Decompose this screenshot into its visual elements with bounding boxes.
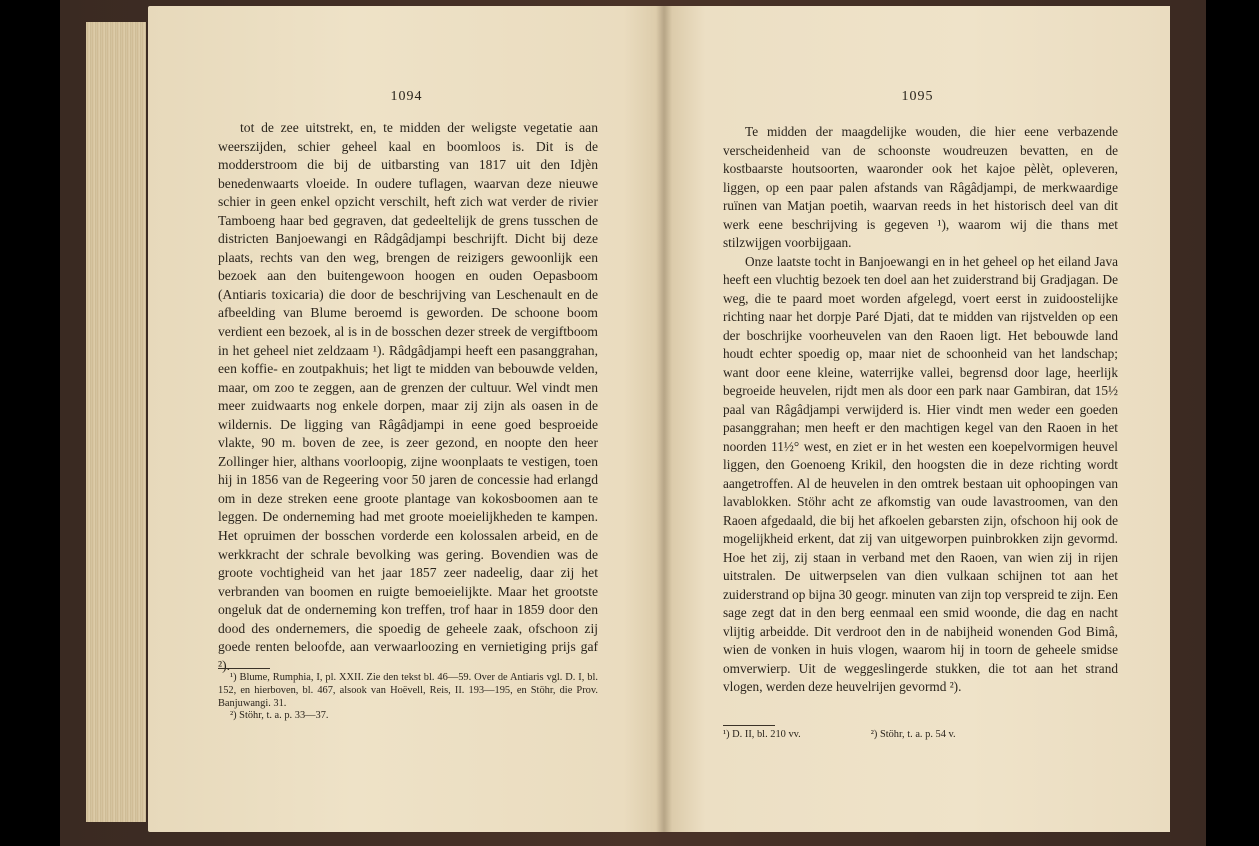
- paragraph: tot de zee uitstrekt, en, te midden der weligste vegetatie aan weerszijden, schier geheel kaal en boomloos is. Dit is de modderstroom die bij de uitbarsting van 1817 uit den Idjèn benedenwaarts vloeide. In oudere tuflagen, waarvan deze nieuwe schier in geen enkel opzicht verschilt, heft zich wat verder de rivier Tamboeng haar bed gegraven, dat gedeeltelijk de grens tusschen de districten Banjoewangi en Râdgâdjampi beschrijft. Dicht bij deze plaats, rechts van den weg, brengen de reizigers gewoonlijk een bezoek aan den buitengewoon hoogen en ouden Oepasboom (Antiaris toxicaria) die door de beschrijving van Leschenault en de afbeelding van Blume beroemd is geworden. De schoone boom verdient een bezoek, al is in de bosschen dezer streek de vergiftboom in het geheel niet zeldzaam ¹). Râdgâdjampi heeft een pasanggrahan, een koffie- en zoutpakhuis; het ligt te midden van bebouwde velden, maar, om zoo te zeggen, aan de grenzen der cultuur. Wel vindt men meer zuidwaarts nog enkele dorpen, maar zij zijn als oasen in de wildernis. De ligging van Râgâdjampi in eene goed besproeide vlakte, 90 m. boven de zee, is zeer gezond, en noopte den heer Zollinger hier, althans voorloopig, zijne woonplaats te vestigen, toen hij in 1856 van de Regeering voor 50 jaren de concessie had erlangd om in deze streken eene groote plantage van kokosboomen aan te leggen. De onderneming had met groote moeielijkheden te kampen. Het opruimen der bosschen vorderde een kolossalen arbeid, en de werkkracht der schrale bevolking was gering. Bovendien was de groote vochtigheid van het jaar 1857 zeer nadeelig, daar zij het verbranden van boomen en ruigte bemoeielijkte. Maar het grootste ongeluk dat de onderneming kon treffen, trof haar in 1859 door den dood des ondernemers, die spoedig de geheele zaak, ofschoon zij goede renten beloofde, aan verwaarloozing en vernietiging prijs gaf ²).: [218, 120, 598, 673]
- body-text: [218, 119, 598, 675]
- page-number: 1095: [901, 89, 934, 104]
- footnote-line: [723, 729, 1118, 742]
- right-page: [665, 6, 1170, 832]
- footnote-rule: [218, 668, 270, 669]
- footnote-rule: [723, 725, 775, 726]
- book-gutter: [656, 6, 672, 832]
- page-edges: [86, 22, 146, 822]
- footnote: ¹) D. II, bl. 210 vv.: [723, 729, 801, 740]
- footnotes: [218, 672, 598, 723]
- body-text: [723, 123, 1118, 697]
- paragraph: Te midden der maagdelijke wouden, die hier eene verbazende verscheidenheid van de schoonste woudreuzen bevatten, en de kostbaarste houtsoorten, waaronder ook het kajoe pèlèt, opleveren, liggen, op een paar palen afstands van Râgâdjampi, de merkwaardige ruïnen van Matjan poetih, waarvan reeds in het historisch deel van dit werk eene beschrijving is gegeven ¹), waarom wij die thans met stilzwijgen voorbijgaan.: [723, 124, 1118, 250]
- footnotes: [723, 729, 1118, 742]
- paragraph: Onze laatste tocht in Banjoewangi en in het geheel op het eiland Java heeft een vluchtig bezoek ten doel aan het zuiderstrand bij Gradjagan. De weg, die te paard moet worden afgelegd, voert eerst in zuidoostelijke richting naar het dorpje Paré Djati, dat te midden van rijstvelden op een der boschrijke voorheuvelen van den Raoen ligt. Het bebouwde land houdt echter spoedig op, maar niet de schoonheid van het landschap; want door eene kleine, waterrijke vallei, begrensd door lage, heerlijk begroeide heuvelen, rijdt men als door een park naar Gambiran, dat 15½ paal van Râgâdjampi verwijderd is. Hier vindt men weder een goeden pasanggrahan; men heeft er den machtigen kegel van den Raoen in het noorden 11½° west, en ziet er in het westen een koepelvormigen heuvel liggen, den Goenoeng Krikil, den hoogsten die in deze richting wordt aangetroffen. Al de heuvelen in den omtrek bestaan uit ophoopingen van lavablokken. Stöhr acht ze afkomstig van oude lavastroomen, van den Raoen afgedaald, die bij het afkoelen gebarsten zijn, ofschoon hij ook de mogelijkheid erkent, dat zij van uitgeworpen puinbrokken zijn gevormd. Hoe het zij, zij staan in verband met den Raoen, van wien zij in rijen uitstralen. De uitwerpselen van dien vulkaan schijnen tot aan het zuiderstrand op bijna 30 geogr. minuten van zijn top verspreid te zijn. Een sage zegt dat in den berg eenmaal een smid woonde, die dag en nacht vlijtig arbeidde. Dit verdroot den in de nabijheid wonenden God Bimâ, wien de vonken in huis vlogen, waarom hij in toorn de geheele smidse omverwierp. Uit de weggeslingerde stukken, die tot aan het strand vlogen, werden deze heuvelrijen gevormd ²).: [723, 253, 1118, 694]
- footnote: ¹) Blume, Rumphia, I, pl. XXII. Zie den tekst bl. 46—59. Over de Antiaris vgl. D. I, bl. 152, en hierboven, bl. 467, alsook van Hoëvell, Reis, II. 193—195, en Stöhr, die Prov. Banjuwangi. 31.: [218, 672, 598, 709]
- page-number: 1094: [390, 89, 423, 104]
- left-page: [148, 6, 665, 832]
- footnote: ²) Stöhr, t. a. p. 54 v.: [870, 729, 956, 740]
- footnote: ²) Stöhr, t. a. p. 33—37.: [230, 710, 329, 722]
